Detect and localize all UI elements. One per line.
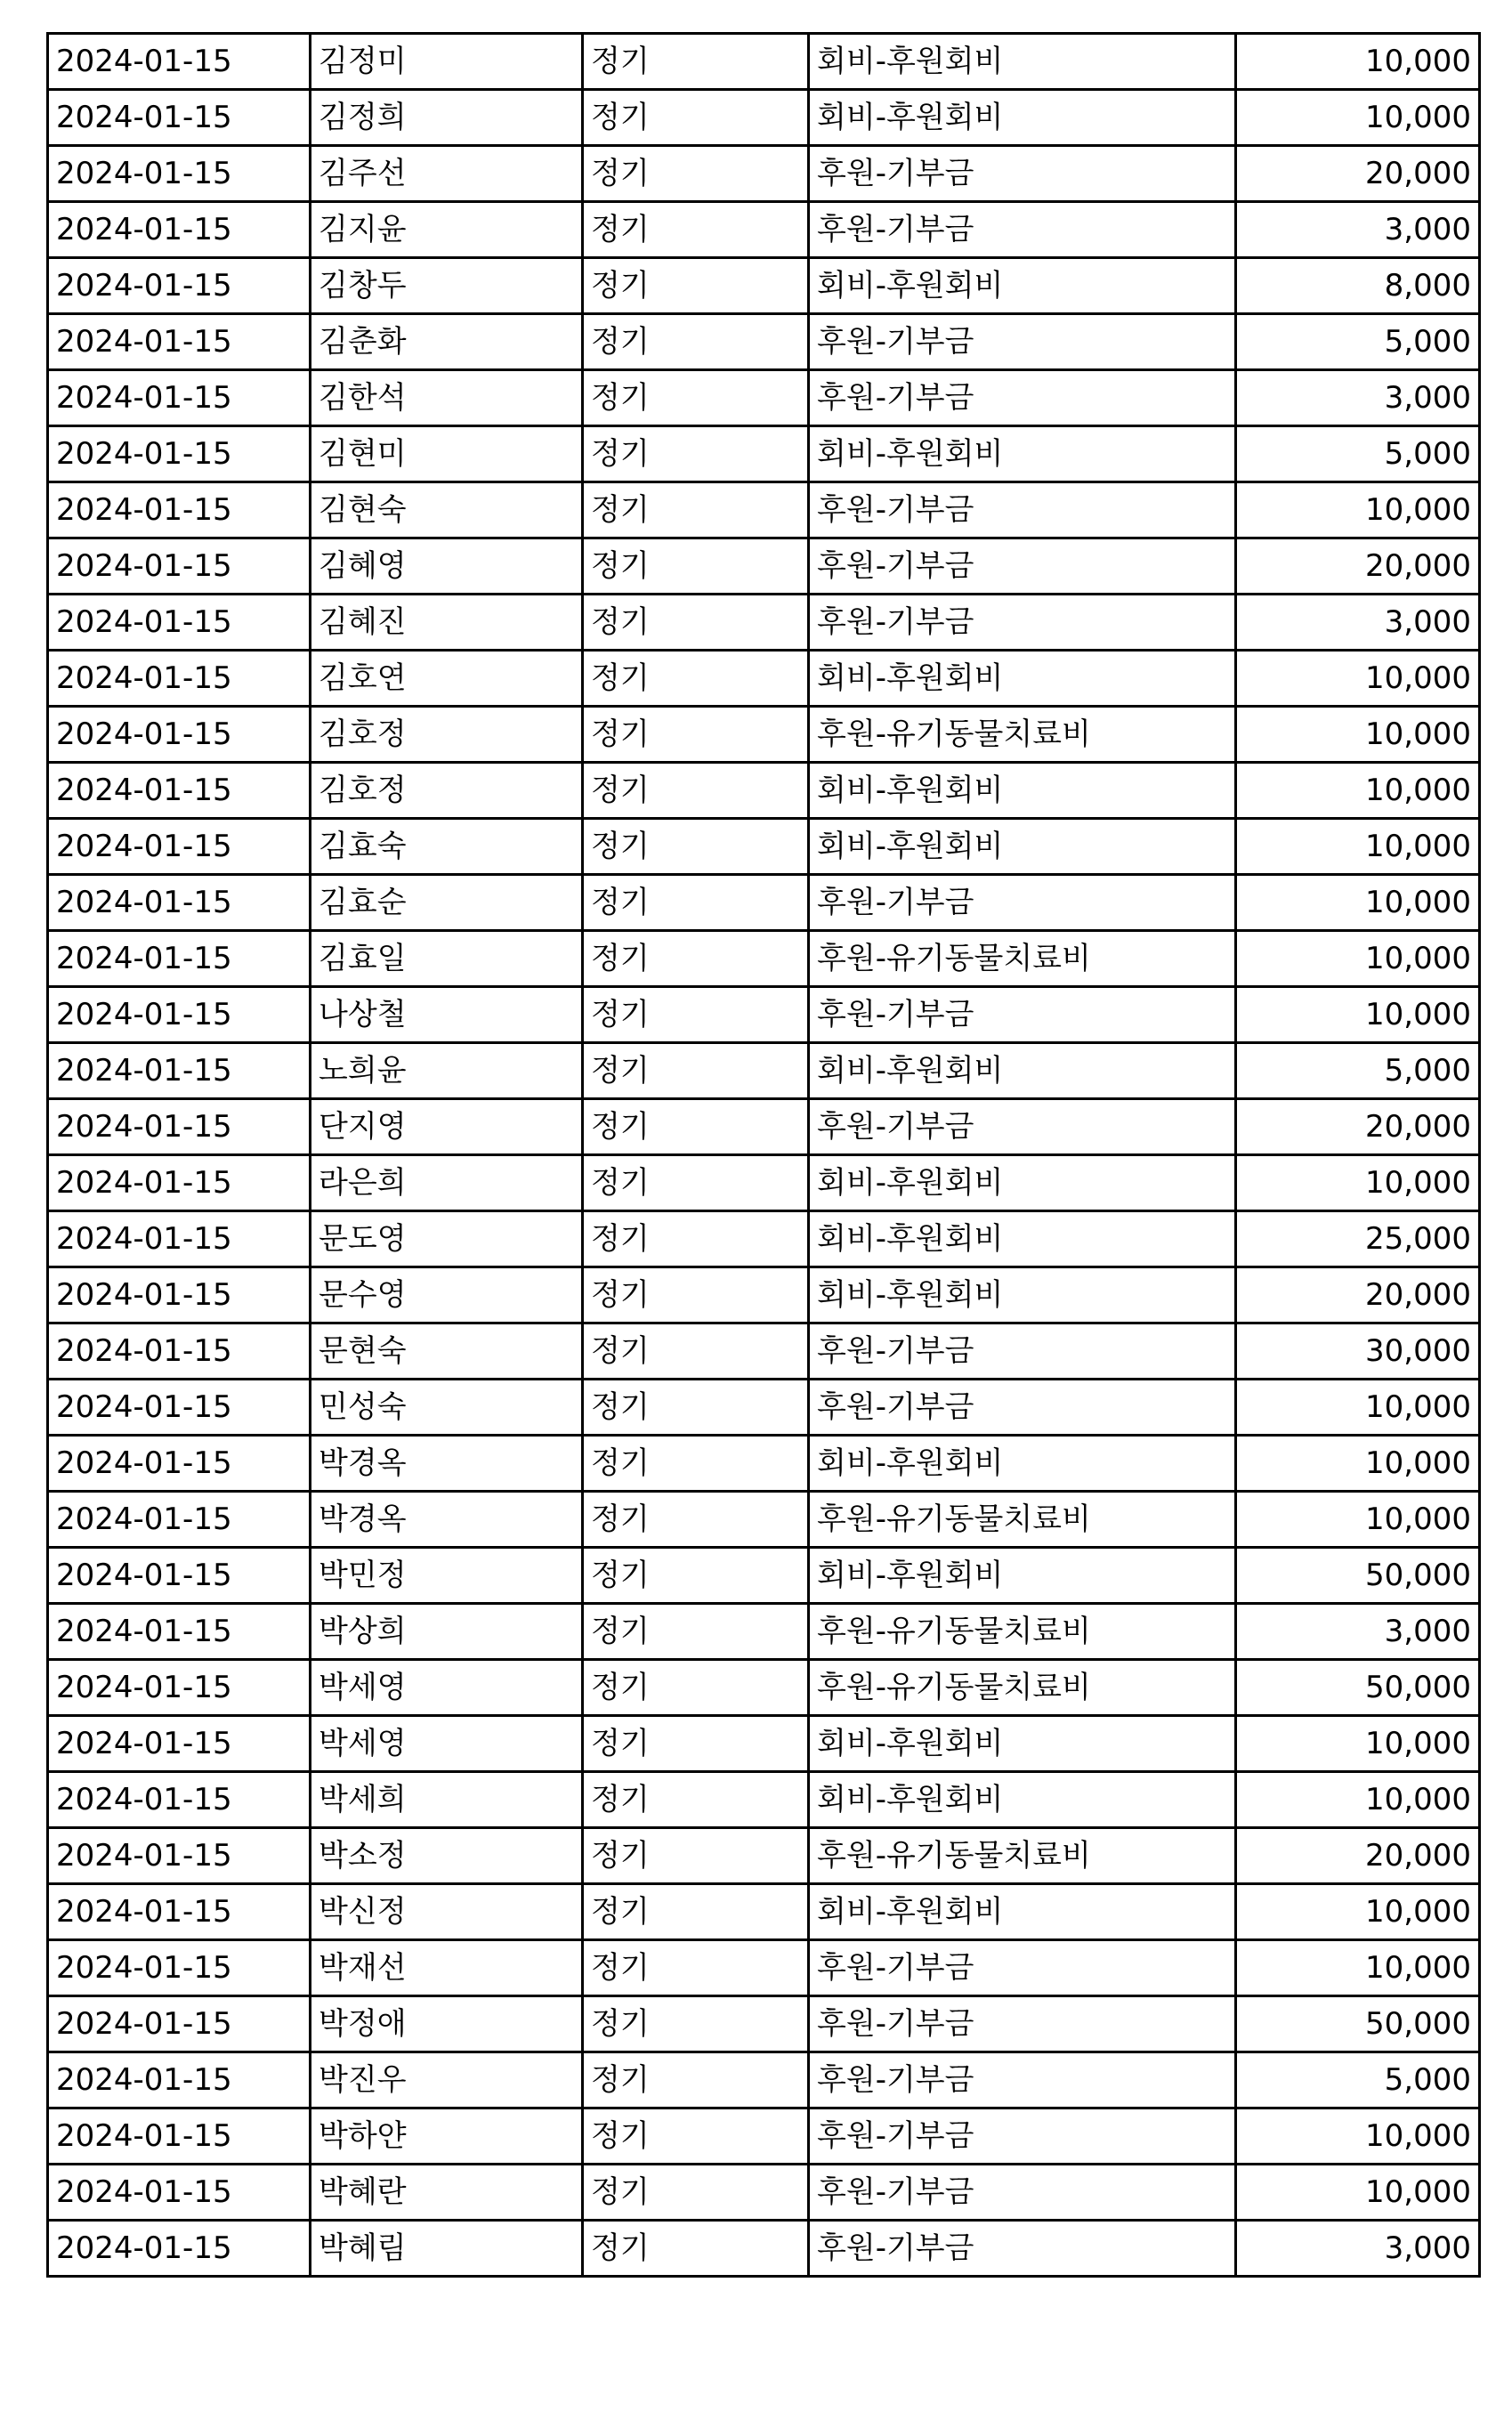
type-cell: 정기 <box>583 1323 809 1380</box>
amount-cell: 5,000 <box>1236 1043 1480 1099</box>
type-cell: 정기 <box>583 875 809 931</box>
amount-cell: 10,000 <box>1236 931 1480 987</box>
type-cell: 정기 <box>583 595 809 651</box>
category-cell: 회비-후원회비 <box>809 258 1236 314</box>
amount-cell: 10,000 <box>1236 482 1480 538</box>
type-cell: 정기 <box>583 651 809 707</box>
type-cell: 정기 <box>583 146 809 202</box>
name-cell: 김호정 <box>311 707 583 763</box>
amount-cell: 50,000 <box>1236 1660 1480 1716</box>
name-cell: 김주선 <box>311 146 583 202</box>
category-cell: 회비-후원회비 <box>809 90 1236 146</box>
date-cell: 2024-01-15 <box>48 1380 311 1436</box>
category-cell: 회비-후원회비 <box>809 1548 1236 1604</box>
table-row <box>48 651 1480 707</box>
date-cell: 2024-01-15 <box>48 538 311 595</box>
table-row <box>48 819 1480 875</box>
date-cell: 2024-01-15 <box>48 1772 311 1828</box>
date-cell: 2024-01-15 <box>48 1660 311 1716</box>
date-cell: 2024-01-15 <box>48 1884 311 1940</box>
amount-cell: 30,000 <box>1236 1323 1480 1380</box>
amount-cell: 5,000 <box>1236 426 1480 482</box>
name-cell: 김효일 <box>311 931 583 987</box>
type-cell: 정기 <box>583 482 809 538</box>
name-cell: 김현미 <box>311 426 583 482</box>
date-cell: 2024-01-15 <box>48 1716 311 1772</box>
category-cell: 회비-후원회비 <box>809 1043 1236 1099</box>
date-cell: 2024-01-15 <box>48 482 311 538</box>
category-cell: 후원-기부금 <box>809 2165 1236 2221</box>
amount-cell: 10,000 <box>1236 875 1480 931</box>
date-cell: 2024-01-15 <box>48 426 311 482</box>
date-cell: 2024-01-15 <box>48 1436 311 1492</box>
amount-cell: 10,000 <box>1236 763 1480 819</box>
table-row <box>48 763 1480 819</box>
amount-cell: 3,000 <box>1236 595 1480 651</box>
amount-cell: 5,000 <box>1236 2052 1480 2108</box>
donation-ledger-table <box>46 32 1481 2278</box>
type-cell: 정기 <box>583 258 809 314</box>
date-cell: 2024-01-15 <box>48 1211 311 1267</box>
type-cell: 정기 <box>583 1380 809 1436</box>
type-cell: 정기 <box>583 1660 809 1716</box>
category-cell: 회비-후원회비 <box>809 1772 1236 1828</box>
date-cell: 2024-01-15 <box>48 1099 311 1155</box>
name-cell: 김호연 <box>311 651 583 707</box>
amount-cell: 10,000 <box>1236 1884 1480 1940</box>
type-cell: 정기 <box>583 763 809 819</box>
table-row <box>48 482 1480 538</box>
table-row <box>48 987 1480 1043</box>
amount-cell: 10,000 <box>1236 1155 1480 1211</box>
category-cell: 후원-기부금 <box>809 314 1236 370</box>
date-cell: 2024-01-15 <box>48 819 311 875</box>
table-row <box>48 370 1480 426</box>
category-cell: 후원-기부금 <box>809 987 1236 1043</box>
type-cell: 정기 <box>583 426 809 482</box>
name-cell: 김정희 <box>311 90 583 146</box>
date-cell: 2024-01-15 <box>48 258 311 314</box>
name-cell: 김현숙 <box>311 482 583 538</box>
date-cell: 2024-01-15 <box>48 763 311 819</box>
table-row <box>48 1380 1480 1436</box>
table-row <box>48 146 1480 202</box>
type-cell: 정기 <box>583 538 809 595</box>
type-cell: 정기 <box>583 1211 809 1267</box>
category-cell: 후원-기부금 <box>809 370 1236 426</box>
type-cell: 정기 <box>583 1940 809 1996</box>
date-cell: 2024-01-15 <box>48 146 311 202</box>
type-cell: 정기 <box>583 370 809 426</box>
table-row <box>48 538 1480 595</box>
amount-cell: 10,000 <box>1236 707 1480 763</box>
name-cell: 김혜영 <box>311 538 583 595</box>
type-cell: 정기 <box>583 1436 809 1492</box>
name-cell: 문현숙 <box>311 1323 583 1380</box>
amount-cell: 10,000 <box>1236 987 1480 1043</box>
type-cell: 정기 <box>583 1155 809 1211</box>
category-cell: 회비-후원회비 <box>809 1155 1236 1211</box>
amount-cell: 50,000 <box>1236 1548 1480 1604</box>
category-cell: 후원-기부금 <box>809 2052 1236 2108</box>
date-cell: 2024-01-15 <box>48 202 311 258</box>
table-row <box>48 1043 1480 1099</box>
table-row <box>48 707 1480 763</box>
amount-cell: 20,000 <box>1236 146 1480 202</box>
category-cell: 후원-기부금 <box>809 595 1236 651</box>
type-cell: 정기 <box>583 2221 809 2277</box>
date-cell: 2024-01-15 <box>48 875 311 931</box>
type-cell: 정기 <box>583 202 809 258</box>
type-cell: 정기 <box>583 34 809 90</box>
type-cell: 정기 <box>583 1267 809 1323</box>
date-cell: 2024-01-15 <box>48 1492 311 1548</box>
type-cell: 정기 <box>583 1099 809 1155</box>
amount-cell: 25,000 <box>1236 1211 1480 1267</box>
table-row <box>48 202 1480 258</box>
name-cell: 문도영 <box>311 1211 583 1267</box>
category-cell: 후원-유기동물치료비 <box>809 1660 1236 1716</box>
name-cell: 김창두 <box>311 258 583 314</box>
date-cell: 2024-01-15 <box>48 2108 311 2165</box>
type-cell: 정기 <box>583 1548 809 1604</box>
name-cell: 박정애 <box>311 1996 583 2052</box>
table-row <box>48 1716 1480 1772</box>
table-row <box>48 314 1480 370</box>
name-cell: 박혜란 <box>311 2165 583 2221</box>
ledger-body <box>48 34 1480 2277</box>
name-cell: 라은희 <box>311 1155 583 1211</box>
type-cell: 정기 <box>583 1884 809 1940</box>
table-row <box>48 595 1480 651</box>
type-cell: 정기 <box>583 987 809 1043</box>
date-cell: 2024-01-15 <box>48 1604 311 1660</box>
table-row <box>48 1267 1480 1323</box>
date-cell: 2024-01-15 <box>48 595 311 651</box>
amount-cell: 10,000 <box>1236 651 1480 707</box>
category-cell: 후원-기부금 <box>809 2221 1236 2277</box>
category-cell: 회비-후원회비 <box>809 1267 1236 1323</box>
amount-cell: 20,000 <box>1236 1828 1480 1884</box>
amount-cell: 20,000 <box>1236 1267 1480 1323</box>
name-cell: 김효순 <box>311 875 583 931</box>
date-cell: 2024-01-15 <box>48 90 311 146</box>
name-cell: 김정미 <box>311 34 583 90</box>
category-cell: 후원-기부금 <box>809 1099 1236 1155</box>
name-cell: 박진우 <box>311 2052 583 2108</box>
type-cell: 정기 <box>583 1492 809 1548</box>
type-cell: 정기 <box>583 1043 809 1099</box>
date-cell: 2024-01-15 <box>48 2052 311 2108</box>
table-row <box>48 1099 1480 1155</box>
category-cell: 회비-후원회비 <box>809 34 1236 90</box>
table-row <box>48 1211 1480 1267</box>
table-row <box>48 34 1480 90</box>
category-cell: 회비-후원회비 <box>809 1436 1236 1492</box>
name-cell: 문수영 <box>311 1267 583 1323</box>
name-cell: 박재선 <box>311 1940 583 1996</box>
date-cell: 2024-01-15 <box>48 1267 311 1323</box>
category-cell: 후원-기부금 <box>809 1996 1236 2052</box>
table-row <box>48 2052 1480 2108</box>
type-cell: 정기 <box>583 1772 809 1828</box>
amount-cell: 10,000 <box>1236 1716 1480 1772</box>
category-cell: 후원-유기동물치료비 <box>809 1828 1236 1884</box>
category-cell: 후원-기부금 <box>809 146 1236 202</box>
amount-cell: 10,000 <box>1236 34 1480 90</box>
category-cell: 후원-유기동물치료비 <box>809 931 1236 987</box>
category-cell: 후원-기부금 <box>809 538 1236 595</box>
name-cell: 박세영 <box>311 1716 583 1772</box>
category-cell: 후원-유기동물치료비 <box>809 1604 1236 1660</box>
category-cell: 회비-후원회비 <box>809 763 1236 819</box>
name-cell: 박혜림 <box>311 2221 583 2277</box>
category-cell: 후원-기부금 <box>809 2108 1236 2165</box>
table-row <box>48 2108 1480 2165</box>
date-cell: 2024-01-15 <box>48 931 311 987</box>
name-cell: 박하얀 <box>311 2108 583 2165</box>
type-cell: 정기 <box>583 90 809 146</box>
category-cell: 후원-유기동물치료비 <box>809 707 1236 763</box>
name-cell: 김지윤 <box>311 202 583 258</box>
table-row <box>48 931 1480 987</box>
date-cell: 2024-01-15 <box>48 34 311 90</box>
table-row <box>48 1604 1480 1660</box>
date-cell: 2024-01-15 <box>48 314 311 370</box>
amount-cell: 10,000 <box>1236 2108 1480 2165</box>
date-cell: 2024-01-15 <box>48 1996 311 2052</box>
name-cell: 노희윤 <box>311 1043 583 1099</box>
type-cell: 정기 <box>583 1604 809 1660</box>
date-cell: 2024-01-15 <box>48 707 311 763</box>
table-row <box>48 258 1480 314</box>
date-cell: 2024-01-15 <box>48 2165 311 2221</box>
name-cell: 민성숙 <box>311 1380 583 1436</box>
amount-cell: 10,000 <box>1236 819 1480 875</box>
amount-cell: 50,000 <box>1236 1996 1480 2052</box>
table-row <box>48 1996 1480 2052</box>
type-cell: 정기 <box>583 1828 809 1884</box>
amount-cell: 5,000 <box>1236 314 1480 370</box>
date-cell: 2024-01-15 <box>48 651 311 707</box>
amount-cell: 10,000 <box>1236 2165 1480 2221</box>
category-cell: 후원-기부금 <box>809 482 1236 538</box>
amount-cell: 10,000 <box>1236 1436 1480 1492</box>
category-cell: 후원-기부금 <box>809 202 1236 258</box>
date-cell: 2024-01-15 <box>48 1828 311 1884</box>
type-cell: 정기 <box>583 2052 809 2108</box>
name-cell: 김춘화 <box>311 314 583 370</box>
name-cell: 박세희 <box>311 1772 583 1828</box>
category-cell: 회비-후원회비 <box>809 1716 1236 1772</box>
name-cell: 김한석 <box>311 370 583 426</box>
table-row <box>48 1323 1480 1380</box>
category-cell: 회비-후원회비 <box>809 651 1236 707</box>
category-cell: 후원-기부금 <box>809 875 1236 931</box>
type-cell: 정기 <box>583 2108 809 2165</box>
date-cell: 2024-01-15 <box>48 2221 311 2277</box>
name-cell: 박민정 <box>311 1548 583 1604</box>
category-cell: 회비-후원회비 <box>809 426 1236 482</box>
date-cell: 2024-01-15 <box>48 1940 311 1996</box>
date-cell: 2024-01-15 <box>48 1155 311 1211</box>
amount-cell: 20,000 <box>1236 538 1480 595</box>
category-cell: 회비-후원회비 <box>809 1884 1236 1940</box>
table-row <box>48 1940 1480 1996</box>
table-row <box>48 1772 1480 1828</box>
amount-cell: 3,000 <box>1236 2221 1480 2277</box>
name-cell: 박소정 <box>311 1828 583 1884</box>
table-row <box>48 426 1480 482</box>
amount-cell: 3,000 <box>1236 370 1480 426</box>
name-cell: 박경옥 <box>311 1492 583 1548</box>
date-cell: 2024-01-15 <box>48 1043 311 1099</box>
table-row <box>48 90 1480 146</box>
name-cell: 박세영 <box>311 1660 583 1716</box>
table-row <box>48 875 1480 931</box>
amount-cell: 10,000 <box>1236 1492 1480 1548</box>
type-cell: 정기 <box>583 707 809 763</box>
name-cell: 단지영 <box>311 1099 583 1155</box>
category-cell: 후원-기부금 <box>809 1380 1236 1436</box>
category-cell: 후원-기부금 <box>809 1323 1236 1380</box>
amount-cell: 10,000 <box>1236 1380 1480 1436</box>
table-row <box>48 1884 1480 1940</box>
amount-cell: 10,000 <box>1236 1940 1480 1996</box>
name-cell: 박신정 <box>311 1884 583 1940</box>
name-cell: 김효숙 <box>311 819 583 875</box>
category-cell: 후원-기부금 <box>809 1940 1236 1996</box>
table-row <box>48 1548 1480 1604</box>
amount-cell: 20,000 <box>1236 1099 1480 1155</box>
amount-cell: 10,000 <box>1236 90 1480 146</box>
type-cell: 정기 <box>583 819 809 875</box>
amount-cell: 3,000 <box>1236 202 1480 258</box>
table-row <box>48 2221 1480 2277</box>
amount-cell: 8,000 <box>1236 258 1480 314</box>
type-cell: 정기 <box>583 1996 809 2052</box>
type-cell: 정기 <box>583 931 809 987</box>
category-cell: 후원-유기동물치료비 <box>809 1492 1236 1548</box>
category-cell: 회비-후원회비 <box>809 819 1236 875</box>
table-row <box>48 1660 1480 1716</box>
table-row <box>48 2165 1480 2221</box>
name-cell: 김혜진 <box>311 595 583 651</box>
table-row <box>48 1436 1480 1492</box>
name-cell: 박경옥 <box>311 1436 583 1492</box>
name-cell: 박상희 <box>311 1604 583 1660</box>
table-row <box>48 1155 1480 1211</box>
amount-cell: 10,000 <box>1236 1772 1480 1828</box>
type-cell: 정기 <box>583 1716 809 1772</box>
date-cell: 2024-01-15 <box>48 370 311 426</box>
type-cell: 정기 <box>583 314 809 370</box>
name-cell: 나상철 <box>311 987 583 1043</box>
amount-cell: 3,000 <box>1236 1604 1480 1660</box>
type-cell: 정기 <box>583 2165 809 2221</box>
date-cell: 2024-01-15 <box>48 1323 311 1380</box>
date-cell: 2024-01-15 <box>48 1548 311 1604</box>
name-cell: 김호정 <box>311 763 583 819</box>
date-cell: 2024-01-15 <box>48 987 311 1043</box>
category-cell: 회비-후원회비 <box>809 1211 1236 1267</box>
table-row <box>48 1492 1480 1548</box>
table-row <box>48 1828 1480 1884</box>
